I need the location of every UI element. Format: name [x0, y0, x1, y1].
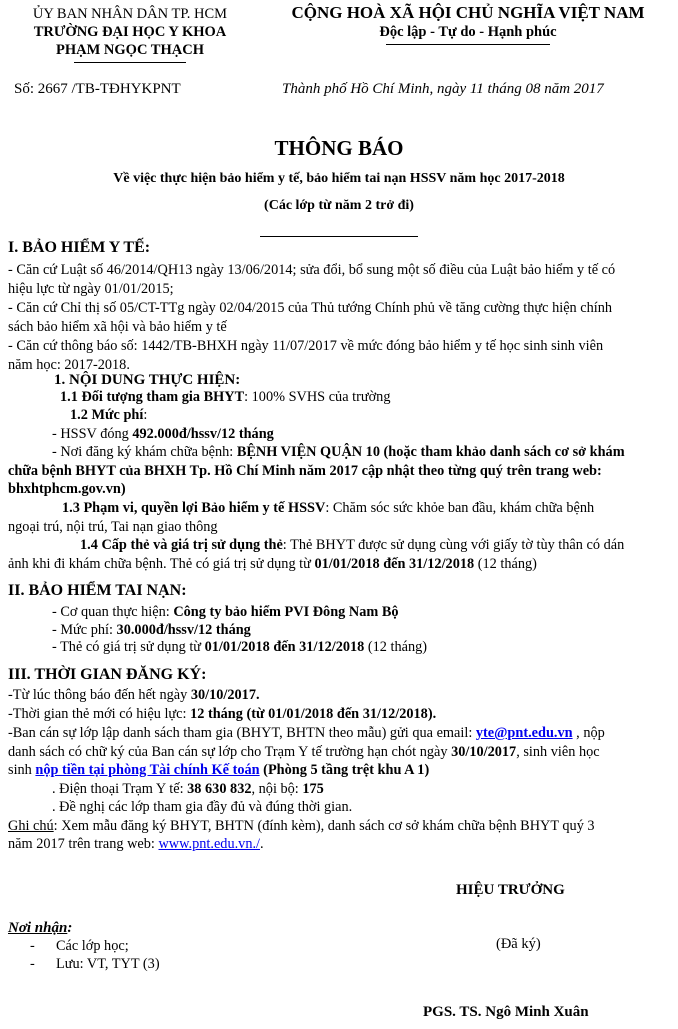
signer-name: PGS. TS. Ngô Minh Xuân — [423, 1004, 589, 1020]
document-subject: Về việc thực hiện bảo hiểm y tế, bảo hiểm tai nạn HSSV năm học 2017-2018 — [113, 171, 565, 186]
item-1-1-text: : 100% SVHS của trường — [244, 389, 391, 405]
content-heading: 1. NỘI DUNG THỰC HIỆN: — [54, 372, 241, 388]
item-1-4-cont-text: ảnh khi đi khám chữa bệnh. Thẻ có giá trị sử dụng từ — [8, 556, 315, 572]
item-1-4-tail: (12 tháng) — [474, 556, 537, 572]
note-line-1 — [8, 817, 595, 836]
item-1-3-text: : Chăm sóc sức khỏe ban đầu, khám chữa bệnh — [325, 500, 595, 516]
ext-number: 175 — [302, 781, 324, 797]
item-1-1 — [60, 388, 390, 407]
place-date: Thành phố Hồ Chí Minh, ngày 11 tháng 08 năm 2017 — [282, 81, 604, 97]
org-name-line2: PHẠM NGỌC THẠCH — [56, 42, 204, 58]
accident-agency-prefix: - Cơ quan thực hiện: — [52, 604, 174, 620]
document-scope: (Các lớp từ năm 2 trở đi) — [264, 198, 414, 213]
item-1-4-text: : Thẻ BHYT được sử dụng cùng với giấy tờ tùy thân có dán — [282, 537, 625, 553]
document-number: Số: 2667 /TB-TĐHYKPNT — [14, 81, 181, 97]
submit-line-1 — [8, 724, 605, 743]
note-text: : Xem mẫu đăng ký BHYT, BHTN (đính kèm), danh sách cơ sở khám chữa bệnh BHYT quý 3 — [53, 818, 595, 834]
note-end: . — [260, 836, 264, 852]
register-line-3: bhxhtphcm.gov.vn) — [8, 481, 126, 497]
item-1-4-label: 1.4 Cấp thẻ và giá trị sử dụng thẻ — [80, 537, 283, 553]
phone-line — [52, 780, 324, 799]
note-label: Ghi chú — [8, 818, 54, 834]
section2-heading: II. BẢO HIỂM TAI NẠN: — [8, 582, 187, 599]
motto-underline — [386, 44, 550, 45]
payment-place: (Phòng 5 tầng trệt khu A 1) — [259, 762, 430, 778]
register-line — [52, 443, 625, 462]
accident-fee-value: 30.000đ/hssv/12 tháng — [116, 622, 251, 638]
basis-law-cont: hiệu lực từ ngày 01/01/2015; — [8, 281, 174, 297]
item-1-1-label: 1.1 Đối tượng tham gia BHYT — [60, 389, 245, 405]
request-line: . Đề nghị các lớp tham gia đầy đủ và đúng thời gian. — [52, 799, 353, 815]
title-divider — [260, 236, 418, 237]
recipients-colon: : — [67, 920, 73, 936]
register-line-2: chữa bệnh BHYT của BHXH Tp. Hồ Chí Minh năm 2017 cập nhật theo từng quý trên trang web: — [8, 463, 602, 479]
item-1-4-cont — [8, 555, 537, 574]
register-prefix: - Nơi đăng ký khám chữa bệnh: — [52, 444, 237, 460]
accident-agency — [52, 603, 399, 622]
item-1-4 — [80, 536, 624, 555]
submit-line-1-prefix: -Ban cán sự lớp lập danh sách tham gia (BHYT, BHTN theo mẫu) gửi qua email: — [8, 725, 476, 741]
submit-line-3-prefix: sinh — [8, 762, 36, 778]
note-text-2: năm 2017 trên trang web: — [8, 836, 159, 852]
recipient-item — [30, 937, 129, 956]
org-underline — [74, 62, 186, 63]
accident-validity-value: 01/01/2018 đến 31/12/2018 — [204, 639, 365, 655]
basis-notice: - Căn cứ thông báo số: 1442/TB-BHXH ngày 11/07/2017 về mức đóng bảo hiểm y tế học sinh sinh viên — [8, 338, 604, 354]
submit-line-2 — [8, 743, 600, 762]
register-period — [8, 686, 260, 705]
ext-prefix: , nội bộ: — [251, 781, 303, 797]
submit-line-2-prefix: danh sách có chữ ký của Ban cán sự lớp cho Trạm Y tế trường hạn chót ngày — [8, 744, 452, 760]
basis-directive-cont: sách bảo hiểm xã hội và bảo hiểm y tế — [8, 319, 227, 335]
basis-directive: - Căn cứ Chỉ thị số 05/CT-TTg ngày 02/04/2015 của Thủ tướng Chính phủ về tăng cường thực hiện chính — [8, 300, 613, 316]
recipients-label: Nơi nhận — [8, 920, 68, 936]
recipient-dash: - — [30, 956, 35, 972]
item-1-2-label: 1.2 Mức phí — [70, 407, 144, 423]
signed-note: (Đã ký) — [496, 936, 541, 952]
recipients-heading — [8, 920, 72, 937]
register-period-date: 30/10/2017. — [190, 687, 260, 703]
fee-prefix: - HSSV đóng — [52, 426, 133, 442]
item-1-2 — [70, 406, 147, 425]
accident-agency-value: Công ty bảo hiểm PVI Đông Nam Bộ — [173, 604, 399, 620]
submit-line-3 — [8, 761, 429, 780]
register-period-prefix: -Từ lúc thông báo đến hết ngày — [8, 687, 191, 703]
submit-line-2-tail: , sinh viên học — [516, 744, 600, 760]
payment-link[interactable]: nộp tiền tại phòng Tài chính Kế toán — [35, 762, 260, 778]
card-validity — [8, 705, 436, 724]
phone-prefix: . Điện thoại Trạm Y tế: — [52, 781, 188, 797]
recipient-text: Lưu: VT, TYT (3) — [56, 956, 160, 972]
basis-notice-cont: năm học: 2017-2018. — [8, 357, 130, 373]
submit-deadline: 30/10/2017 — [451, 744, 517, 760]
item-1-2-colon: : — [143, 407, 148, 423]
basis-law: - Căn cứ Luật số 46/2014/QH13 ngày 13/06/2014; sửa đổi, bổ sung một số điều của Luật bảo hiểm y tế có — [8, 262, 616, 278]
recipient-text: Các lớp học; — [56, 938, 129, 954]
submit-line-1-tail: , nộp — [572, 725, 605, 741]
fee-line — [52, 425, 274, 444]
document-title: THÔNG BÁO — [274, 136, 404, 160]
register-hospital: BỆNH VIỆN QUẬN 10 (hoặc tham khảo danh sách cơ sở khám — [236, 444, 625, 460]
fee-value: 492.000đ/hssv/12 tháng — [132, 426, 274, 442]
accident-validity — [52, 638, 427, 657]
item-1-3 — [62, 499, 594, 518]
section1-heading: I. BẢO HIỂM Y TẾ: — [8, 239, 151, 256]
org-parent: ỦY BAN NHÂN DÂN TP. HCM — [32, 6, 228, 22]
country-name: CỘNG HOÀ XÃ HỘI CHỦ NGHĨA VIỆT NAM — [291, 3, 645, 22]
website-link[interactable]: www.pnt.edu.vn./ — [158, 836, 261, 852]
recipient-dash: - — [30, 938, 35, 954]
email-link[interactable]: yte@pnt.edu.vn — [475, 725, 573, 741]
accident-fee-prefix: - Mức phí: — [52, 622, 117, 638]
item-1-3-cont: ngoại trú, nội trú, Tai nạn giao thông — [8, 519, 218, 535]
note-line-2 — [8, 835, 264, 854]
section3-heading: III. THỜI GIAN ĐĂNG KÝ: — [8, 666, 207, 683]
accident-validity-tail: (12 tháng) — [364, 639, 428, 655]
national-motto: Độc lập - Tự do - Hạnh phúc — [379, 24, 557, 40]
org-name-line1: TRƯỜNG ĐẠI HỌC Y KHOA — [33, 24, 227, 40]
card-validity-value: 12 tháng (từ 01/01/2018 đến 31/12/2018). — [190, 706, 437, 722]
signer-title: HIỆU TRƯỞNG — [456, 882, 565, 898]
item-1-4-validity: 01/01/2018 đến 31/12/2018 — [314, 556, 475, 572]
accident-validity-prefix: - Thẻ có giá trị sử dụng từ — [52, 639, 205, 655]
phone-number: 38 630 832 — [187, 781, 252, 797]
recipient-item — [30, 955, 160, 974]
card-validity-prefix: -Thời gian thẻ mới có hiệu lực: — [8, 706, 191, 722]
item-1-3-label: 1.3 Phạm vi, quyền lợi Bảo hiểm y tế HSSV — [62, 500, 326, 516]
